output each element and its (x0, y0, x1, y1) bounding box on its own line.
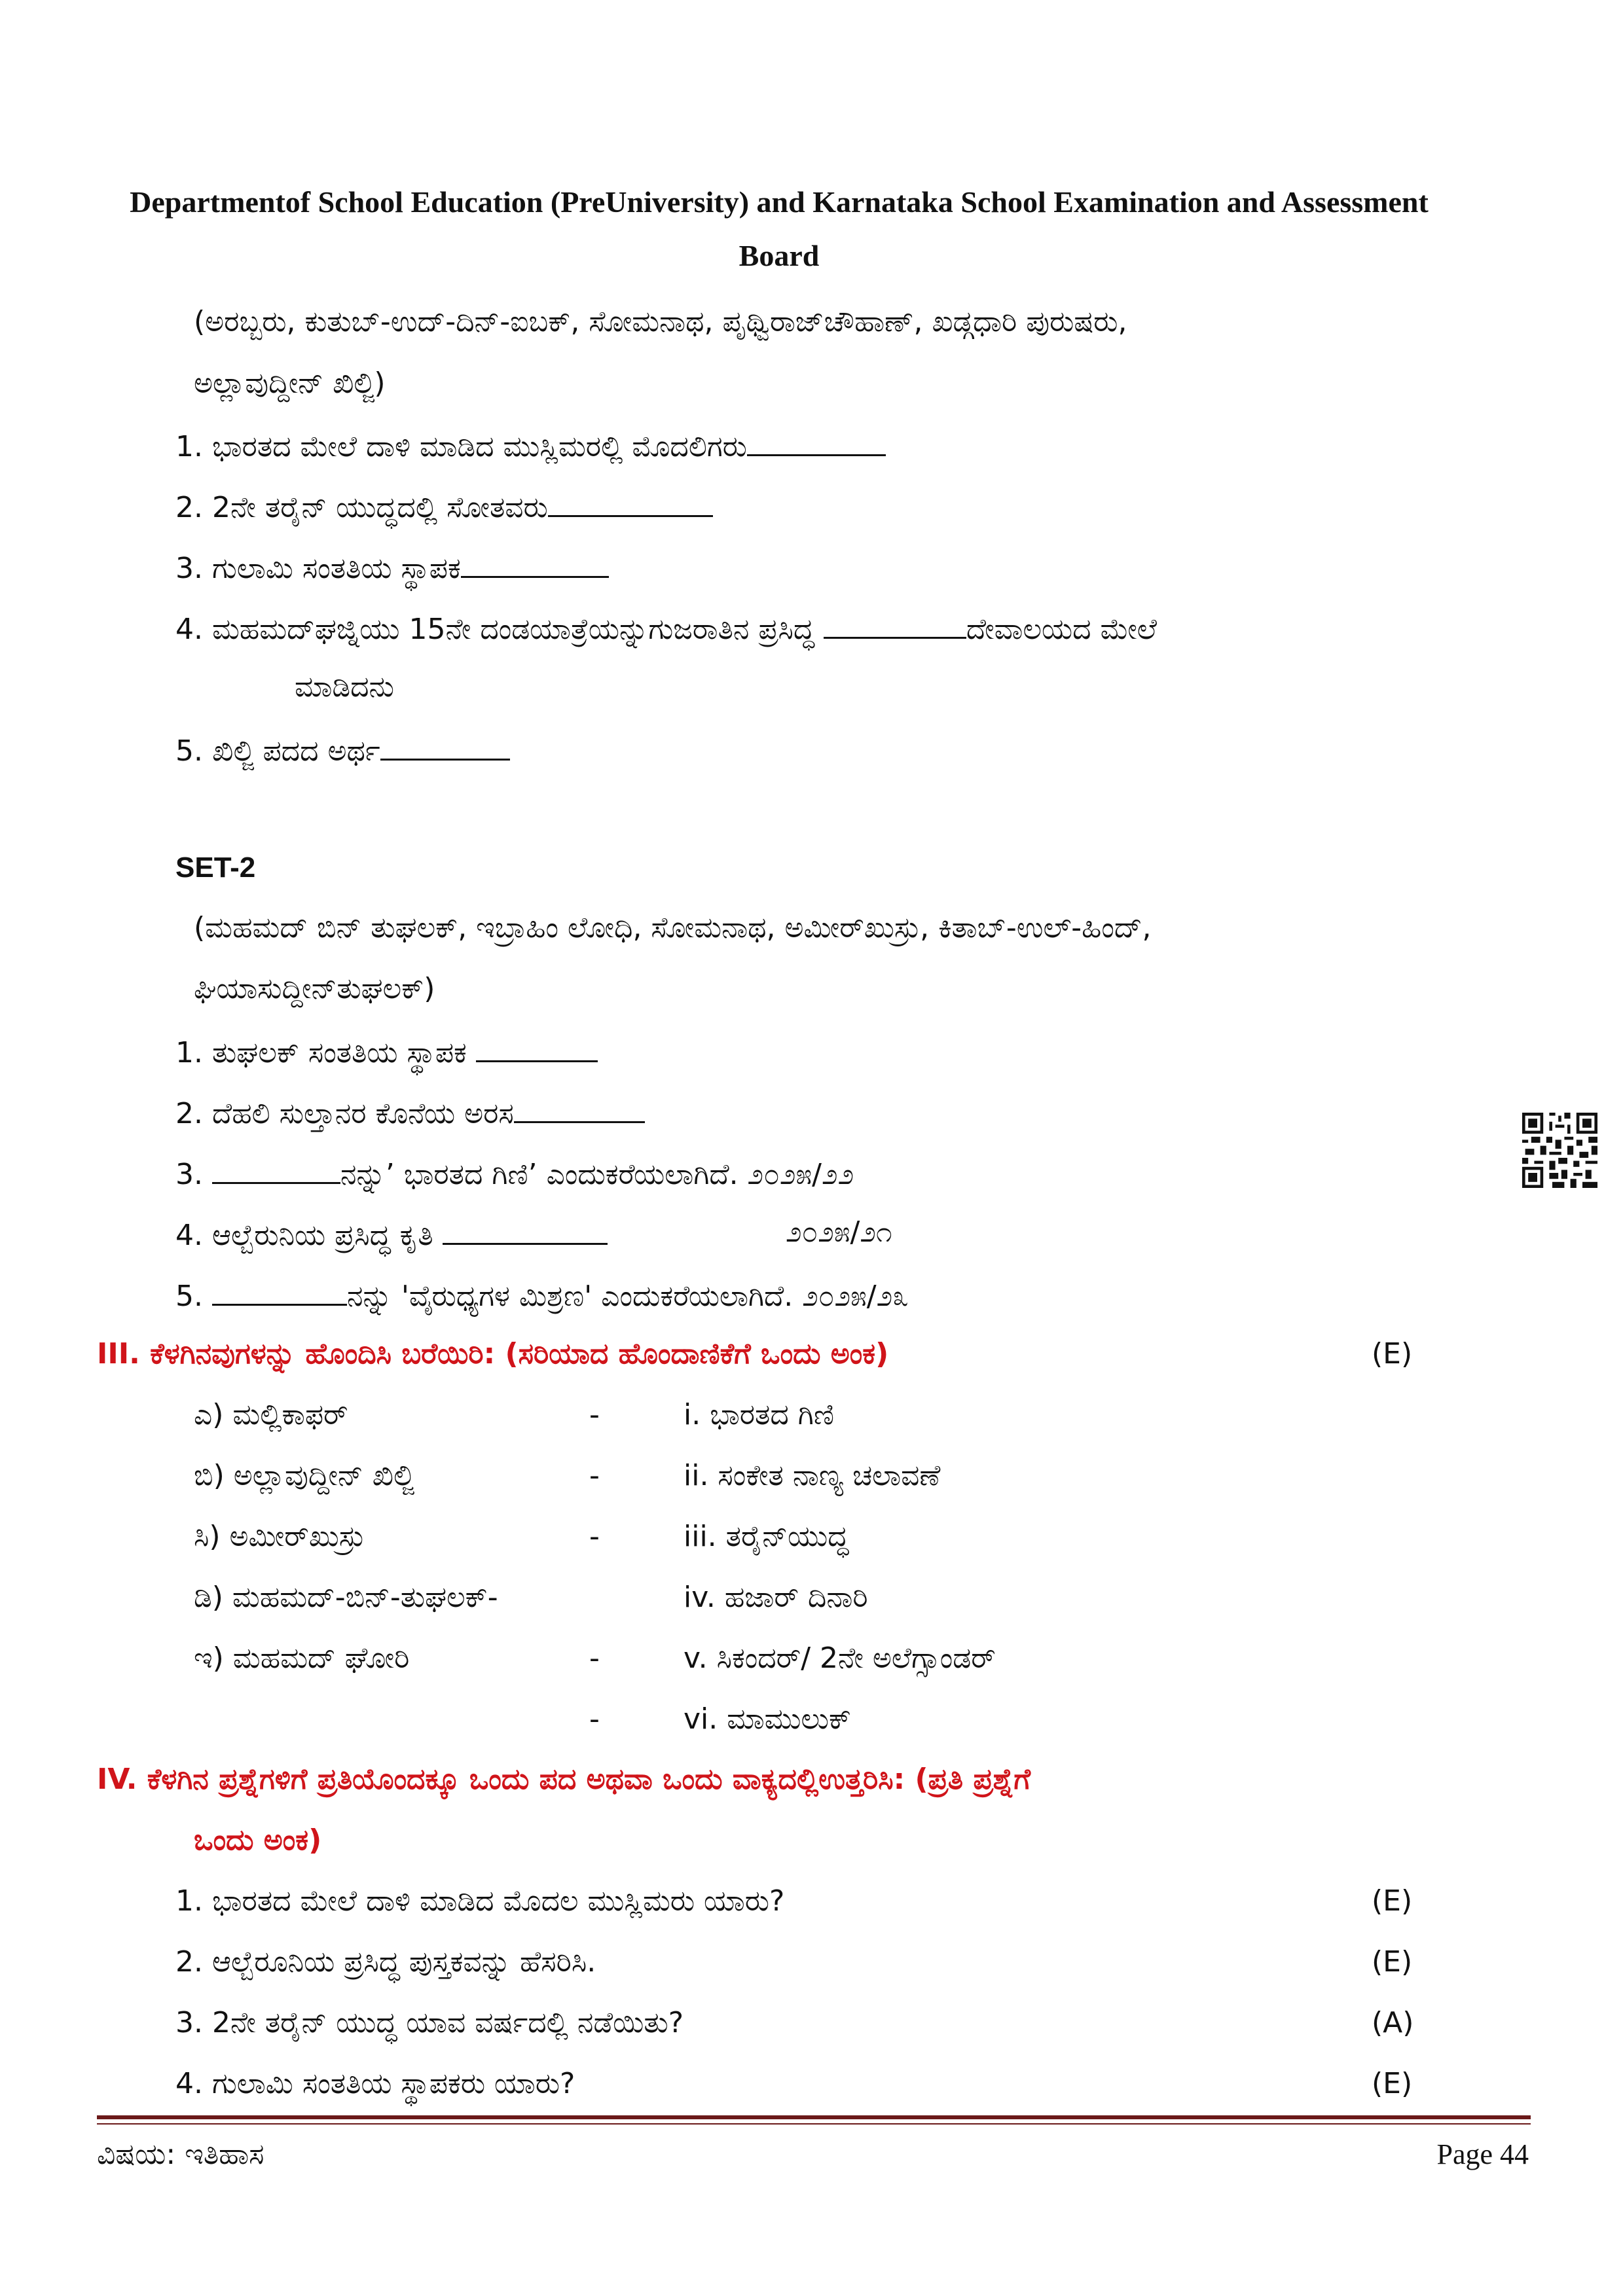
set2-options-line-2: ಘಿಯಾಸುದ್ದೀನ್‌ತುಘಲಕ್) (194, 972, 435, 1005)
set1-question-4-cont: ಮಾಡಿದನು (295, 670, 394, 704)
answer-blank (461, 546, 609, 578)
question-text: 1. ಭಾರತದ ಮೇಲೆ ದಾಳಿ ಮಾಡಿದ ಮುಸ್ಲಿಮರಲ್ಲಿ ಮೊದಲಿಗರು (175, 430, 747, 463)
qr-code-icon (1522, 1113, 1597, 1188)
set2-question-1 (175, 1030, 598, 1073)
answer-blank (380, 728, 510, 761)
answer-blank (824, 607, 966, 639)
question-tag: (E) (1372, 2067, 1413, 2100)
match-dash: - (589, 1641, 600, 1675)
question-text: 2. 2ನೇ ತರೈನ್ ಯುದ್ಧದಲ್ಲಿ ಸೋತವರು (175, 491, 548, 524)
footer-rule (97, 2115, 1531, 2119)
match-left-item: ಎ) ಮಲ್ಲಿಕಾಫರ್ (194, 1398, 348, 1431)
question-text: 5. ಖಿಲ್ಜಿ ಪದದ ಅರ್ಥ (175, 734, 380, 768)
match-right-item: vi. ಮಾಮುಲುಕ್ (684, 1702, 852, 1736)
set2-options-line-1: (ಮಹಮದ್ ಬಿನ್ ತುಘಲಕ್, ಇಬ್ರಾಹಿಂ ಲೋಧಿ, ಸೋಮನಾಥ, ಅಮೀರ್‌ಖುಸ್ರು, ಕಿತಾಬ್-ಉಲ್-ಹಿಂದ್, (194, 911, 1152, 944)
answer-blank (212, 1274, 347, 1306)
question-text: ನನ್ನು 'ವೈರುಧ್ಯಗಳ ಮಿಶ್ರಣ' ಎಂದುಕರೆಯಲಾಗಿದೆ. ೨೦೨೫/೨೩ (346, 1280, 909, 1313)
set2-question-3 (175, 1152, 854, 1194)
answer-blank (747, 424, 886, 456)
match-left-item: ಡಿ) ಮಹಮದ್-ಬಿನ್-ತುಘಲಕ್- (194, 1581, 498, 1614)
question-text: 2. ದೆಹಲಿ ಸುಲ್ತಾನರ ಕೊನೆಯ ಅರಸ (175, 1097, 514, 1130)
match-dash: - (589, 1702, 600, 1736)
section-3-heading: III. ಕೆಳಗಿನವುಗಳನ್ನು ಹೊಂದಿಸಿ ಬರೆಯಿರಿ: (ಸರಿಯಾದ ಹೊಂದಾಣಿಕೆಗೆ ಒಂದು ಅಂಕ) (97, 1337, 889, 1371)
set1-question-2 (175, 485, 713, 528)
footer-rule-thin (97, 2123, 1531, 2125)
question-text: 4. ಮಹಮದ್‌ಘಜ್ನಿಯು 15ನೇ ದಂಡಯಾತ್ರೆಯನ್ನುಗುಜರಾತಿನ ಪ್ರಸಿದ್ಧ (175, 613, 824, 646)
set2-title: SET-2 (175, 852, 256, 884)
question-text: 4. ಆಲ್ಬೆರುನಿಯ ಪ್ರಸಿದ್ಧ ಕೃತಿ (175, 1219, 443, 1252)
question-tag: (A) (1372, 2006, 1414, 2039)
section-4-question: 4. ಗುಲಾಮಿ ಸಂತತಿಯ ಸ್ಥಾಪಕರು ಯಾರು? (175, 2067, 575, 2100)
answer-blank (476, 1030, 598, 1062)
set1-question-1 (175, 424, 886, 467)
match-left-item: ಇ) ಮಹಮದ್ ಘೋರಿ (194, 1641, 410, 1675)
set1-options-line-2: ಅಲ್ಲಾವುದ್ದೀನ್ ಖಿಲ್ಜಿ) (194, 367, 386, 400)
question-text: ನನ್ನು’ ಭಾರತದ ಗಿಣಿ’ ಎಂದುಕರೆಯಲಾಗಿದೆ. ೨೦೨೫/೨೨ (340, 1158, 854, 1191)
set1-question-5 (175, 728, 510, 771)
match-right-item: v. ಸಿಕಂದರ್/ 2ನೇ ಅಲೆಗ್ಸಾಂಡರ್ (684, 1641, 996, 1675)
page-header (98, 175, 1460, 283)
question-tag: (E) (1372, 1945, 1413, 1979)
question-number: 5. (175, 1280, 212, 1313)
footer-subject: ವಿಷಯ: ಇತಿಹಾಸ (97, 2138, 264, 2171)
answer-blank (514, 1091, 645, 1123)
set2-question-5 (175, 1274, 909, 1316)
set2-question-4 (175, 1213, 608, 1255)
section-3-tag: (E) (1372, 1337, 1413, 1371)
set2-question-4-code: ೨೦೨೫/೨೧ (786, 1215, 892, 1249)
page-number: Page 44 (1436, 2138, 1529, 2170)
answer-blank (548, 485, 713, 517)
set1-question-4 (175, 607, 1157, 649)
match-right-item: iv. ಹಜಾರ್ ದಿನಾರಿ (684, 1581, 868, 1614)
answer-blank (443, 1213, 608, 1245)
question-tag: (E) (1372, 1884, 1413, 1918)
match-right-item: i. ಭಾರತದ ಗಿಣಿ (684, 1398, 835, 1431)
answer-blank (212, 1152, 340, 1184)
match-dash: - (589, 1398, 600, 1431)
section-4-heading-line-2: ಒಂದು ಅಂಕ) (194, 1823, 322, 1857)
question-text: 3. ಗುಲಾಮಿ ಸಂತತಿಯ ಸ್ಥಾಪಕ (175, 552, 461, 585)
set1-options-line-1: (ಅರಬ್ಬರು, ಕುತುಬ್-ಉದ್-ದಿನ್-ಐಬಕ್, ಸೋಮನಾಥ, ಪೃಥ್ವಿರಾಜ್‌ಚೌಹಾಣ್, ಖಡ್ಗಧಾರಿ ಪುರುಷರು, (194, 305, 1127, 338)
set2-question-2 (175, 1091, 645, 1134)
question-text-cont: ದೇವಾಲಯದ ಮೇಲೆ (966, 613, 1158, 646)
match-right-item: iii. ತರೈನ್‌ಯುದ್ಧ (684, 1520, 849, 1553)
match-left-item: ಸಿ) ಅಮೀರ್‌ಖುಸ್ರು (194, 1520, 365, 1553)
section-4-question: 1. ಭಾರತದ ಮೇಲೆ ದಾಳಿ ಮಾಡಿದ ಮೊದಲ ಮುಸ್ಲಿಮರು ಯಾರು? (175, 1884, 785, 1918)
match-left-item: ಬಿ) ಅಲ್ಲಾವುದ್ದೀನ್ ಖಿಲ್ಜಿ (194, 1459, 414, 1492)
match-dash: - (589, 1459, 600, 1492)
match-dash: - (589, 1520, 600, 1553)
question-number: 3. (175, 1158, 212, 1191)
match-right-item: ii. ಸಂಕೇತ ನಾಣ್ಯ ಚಲಾವಣೆ (684, 1459, 941, 1492)
section-4-question: 3. 2ನೇ ತರೈನ್ ಯುದ್ಧ ಯಾವ ವರ್ಷದಲ್ಲಿ ನಡೆಯಿತು? (175, 2006, 684, 2039)
section-4-heading-line-1: IV. ಕೆಳಗಿನ ಪ್ರಶ್ನೆಗಳಿಗೆ ಪ್ರತಿಯೊಂದಕ್ಕೂ ಒಂದು ಪದ ಅಥವಾ ಒಂದು ವಾಕ್ಯದಲ್ಲಿಉತ್ತರಿಸಿ: (ಪ್ರತಿ ಪ್ರಶ್ನೆಗೆ (97, 1763, 1030, 1796)
question-text: 1. ತುಘಲಕ್ ಸಂತತಿಯ ಸ್ಥಾಪಕ (175, 1036, 476, 1069)
header-line-1: Departmentof School Education (PreUniversity) and Karnataka School Examination and Assessment (130, 185, 1429, 219)
header-line-2: Board (739, 239, 820, 272)
set1-question-3 (175, 546, 609, 588)
section-4-question: 2. ಆಲ್ಬೆರೂನಿಯ ಪ್ರಸಿದ್ಧ ಪುಸ್ತಕವನ್ನು ಹೆಸರಿಸಿ. (175, 1945, 596, 1979)
